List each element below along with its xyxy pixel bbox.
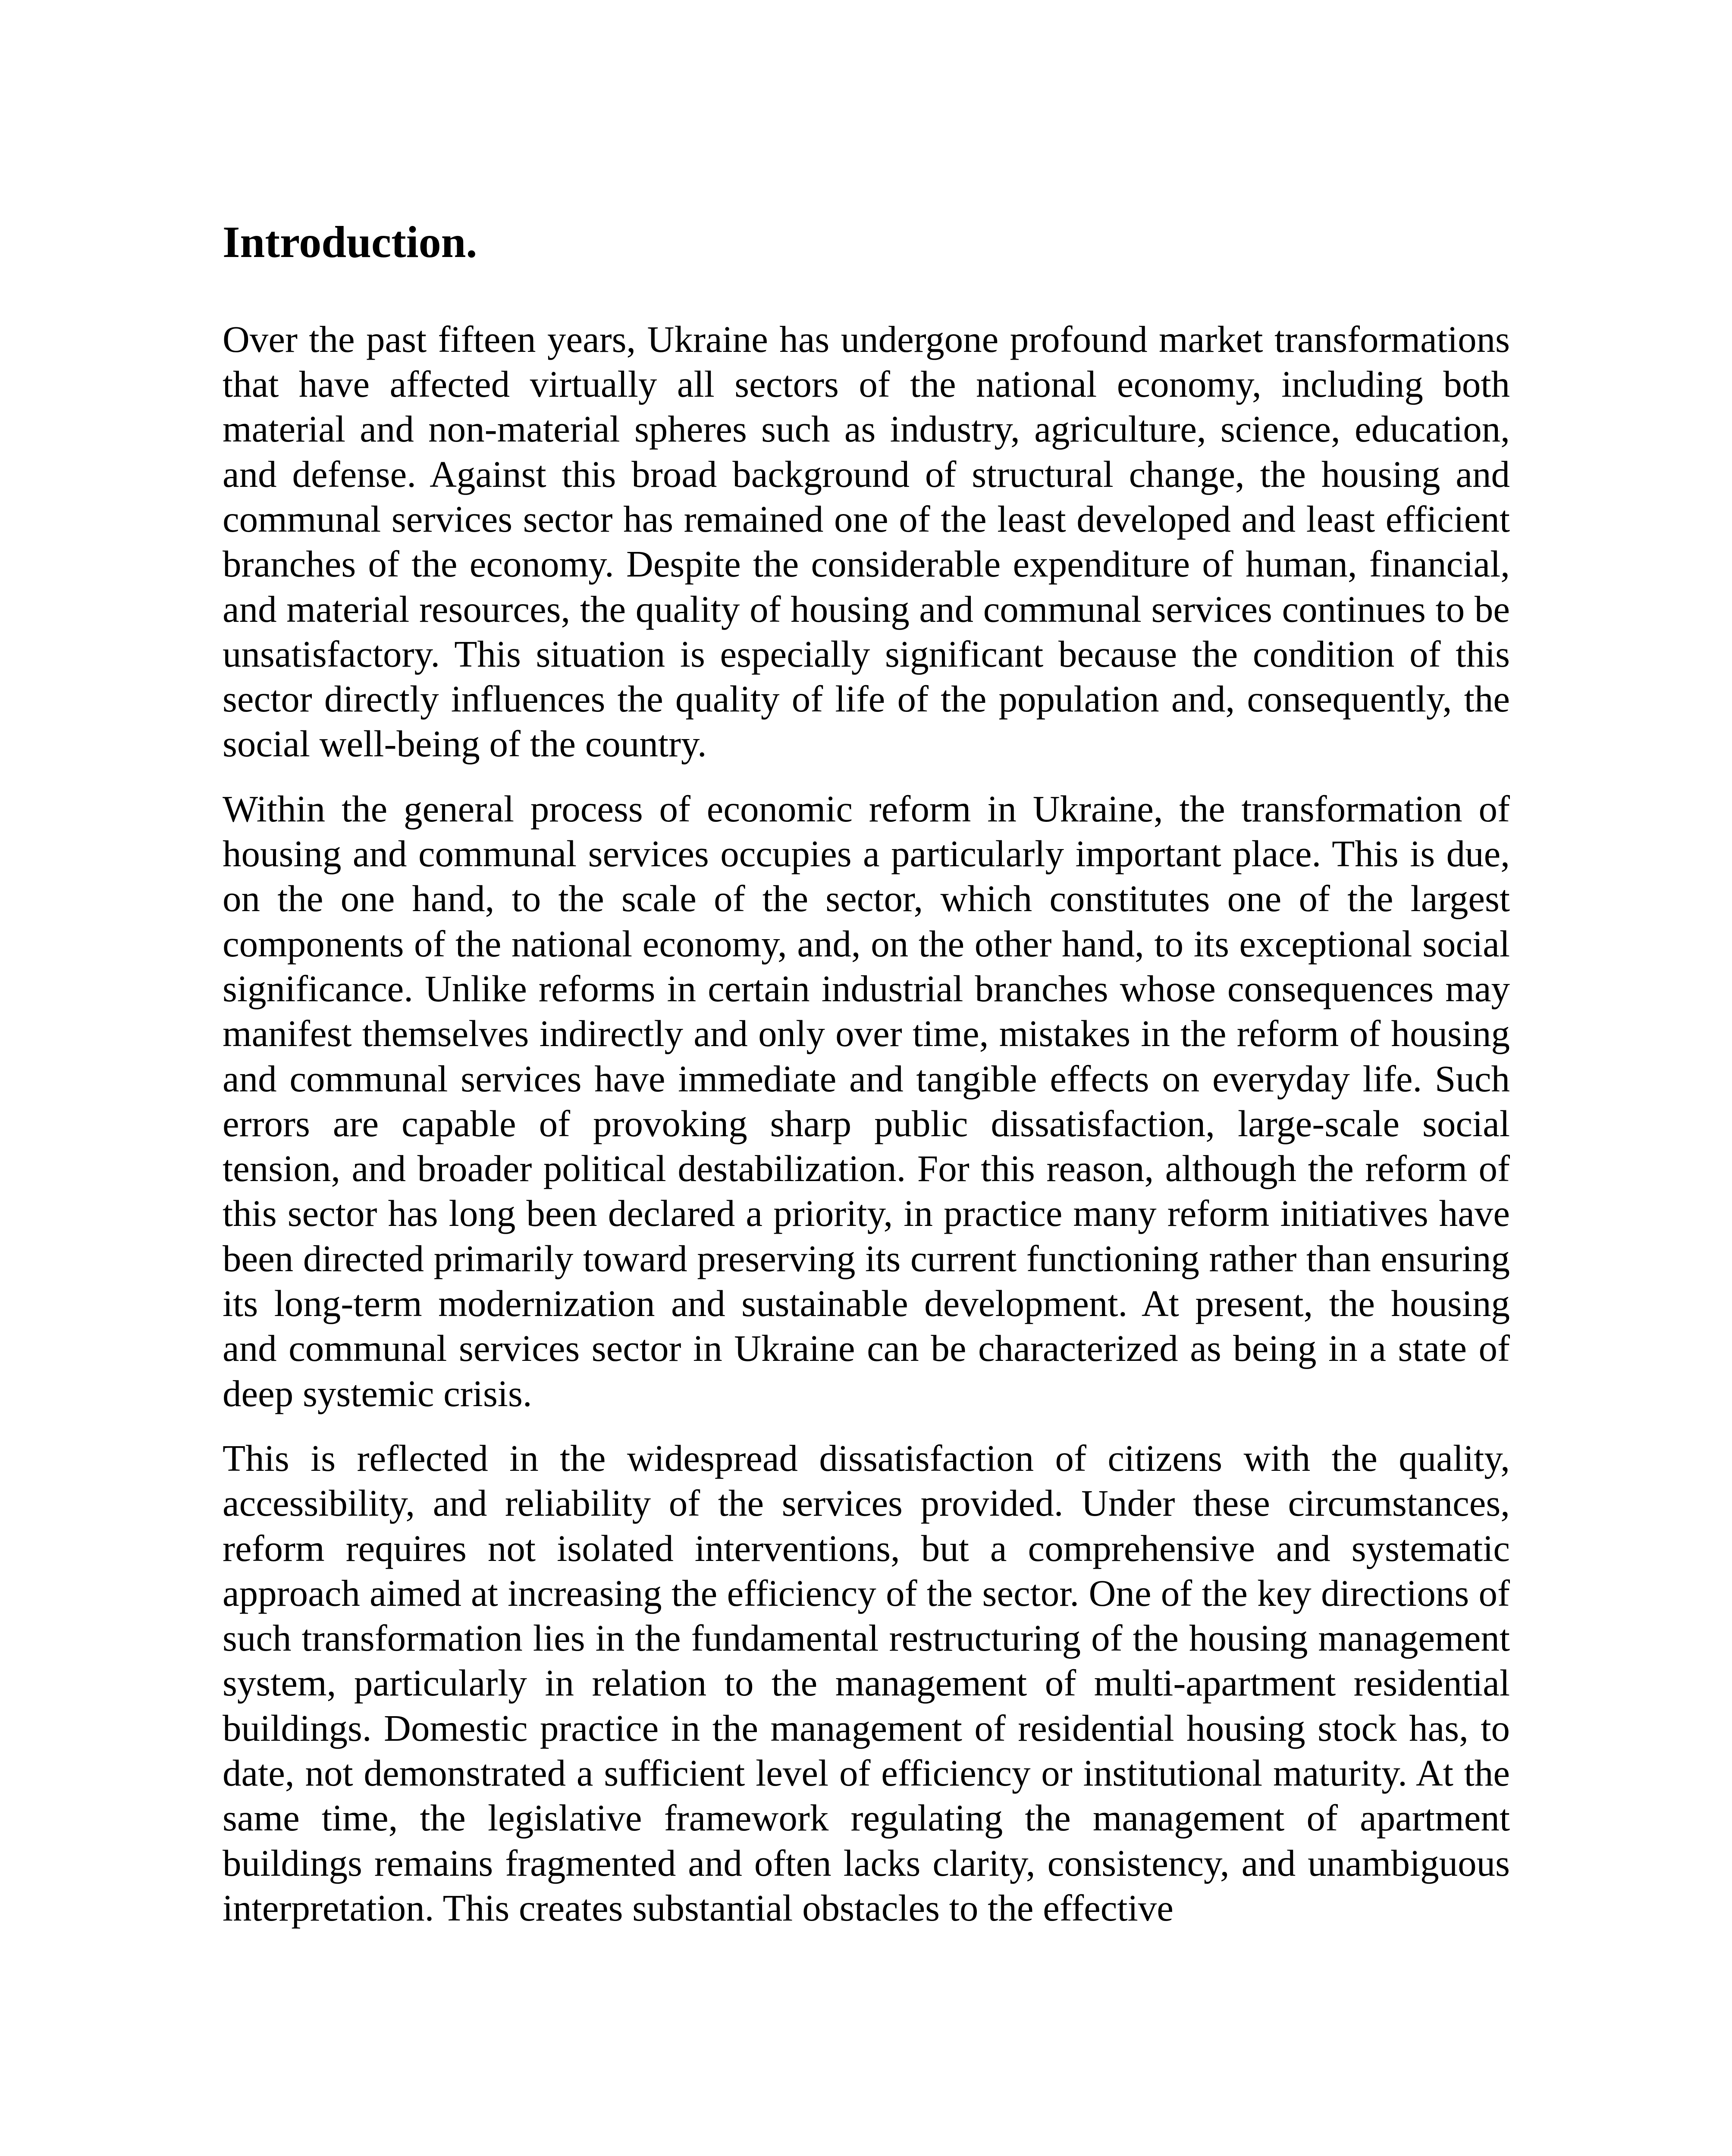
section-heading: Introduction.	[223, 217, 477, 267]
document-body	[223, 216, 1510, 1930]
paragraph-3: This is reflected in the widespread dissatisfaction of citizens with the quality, accessibility, and reliability of the services provided. Under these circumstances, reform requires not isolated interventions, but a comprehensive and systematic approach aimed at increasing the efficiency of the sector. One of the key directions of such transformation lies in the fundamental restructuring of the housing management system, particularly in relation to the management of multi-apartment residential buildings. Domestic practice in the management of residential housing stock has, to date, not demonstrated a sufficient level of efficiency or institutional maturity. At the same time, the legislative framework regulating the management of apartment buildings remains fragmented and often lacks clarity, consistency, and unambiguous interpretation. This creates substantial obstacles to the effective	[223, 1437, 1510, 1929]
paragraph-2: Within the general process of economic reform in Ukraine, the transformation of housing and communal services occupies a particularly important place. This is due, on the one hand, to the scale of the sector, which constitutes one of the largest components of the national economy, and, on the other hand, to its exceptional social significance. Unlike reforms in certain industrial branches whose consequences may manifest themselves indirectly and only over time, mistakes in the reform of housing and communal services have immediate and tangible effects on everyday life. Such errors are capable of provoking sharp public dissatisfaction, large-scale social tension, and broader political destabilization. For this reason, although the reform of this sector has long been declared a priority, in practice many reform initiatives have been directed primarily toward preserving its current functioning rather than ensuring its long-term modernization and sustainable development. At present, the housing and communal services sector in Ukraine can be characterized as being in a state of deep systemic crisis.	[223, 787, 1510, 1414]
paragraph-1: Over the past fifteen years, Ukraine has undergone profound market transformations that have affected virtually all sectors of the national economy, including both material and non-material spheres such as industry, agriculture, science, education, and defense. Against this broad background of structural change, the housing and communal services sector has remained one of the least developed and least efficient branches of the economy. Despite the considerable expenditure of human, financial, and material resources, the quality of housing and communal services continues to be unsatisfactory. This situation is especially significant because the condition of this sector directly influences the quality of life of the population and, consequently, the social well-being of the country.	[223, 318, 1510, 765]
